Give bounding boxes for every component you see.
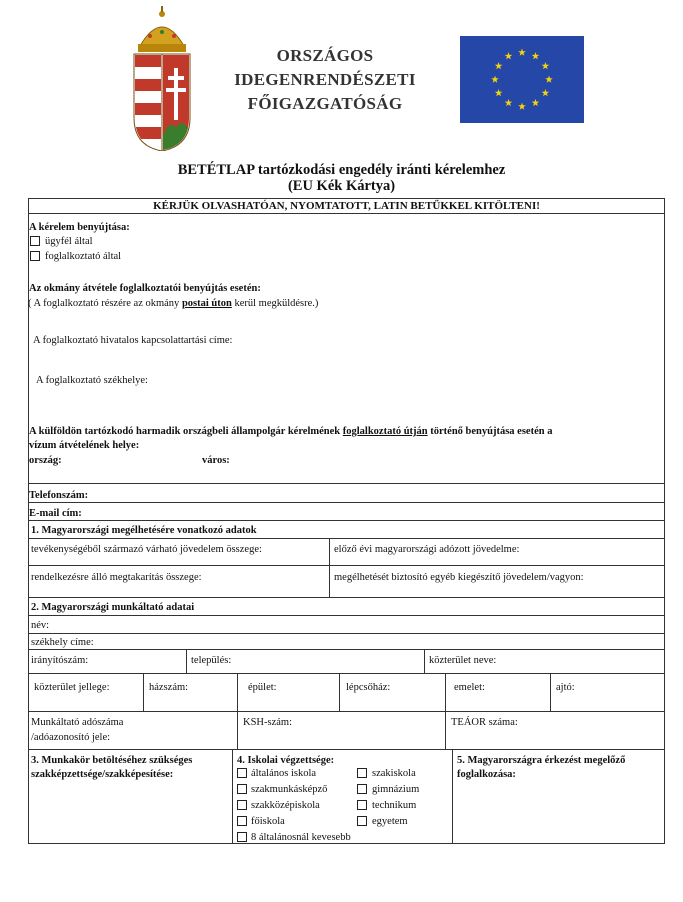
teaor-label: TEÁOR száma:	[451, 717, 518, 728]
technical-school-label: technikum	[372, 800, 417, 811]
country-label: ország:	[29, 455, 62, 466]
divider	[28, 502, 665, 503]
phone-label: Telefonszám:	[29, 490, 89, 501]
secondary-vocational-label: szakközépiskola	[251, 800, 320, 811]
visa-pickup-text-line2: vízum átvételének helye:	[29, 440, 140, 451]
staircase-label: lépcsőház:	[346, 682, 391, 693]
employer-seat-label: A foglalkoztató székhelye:	[36, 375, 148, 386]
divider	[28, 597, 665, 598]
savings-label: rendelkezésre álló megtakarítás összege:	[31, 572, 202, 583]
pickup-note-emphasis: postai úton	[181, 298, 232, 309]
less-than-8-grades-label: 8 általánosnál kevesebb	[251, 832, 351, 843]
visa-pickup-text	[29, 425, 552, 438]
divider	[237, 673, 238, 749]
divider	[28, 538, 665, 539]
vocational-school-label: szakiskola	[372, 768, 416, 779]
pickup-note-start: ( A foglalkoztató részére az okmány	[28, 298, 182, 309]
checkbox-university[interactable]	[357, 816, 367, 826]
expected-income-label: tevékenységéből származó várható jövedelem összege:	[31, 544, 262, 555]
city-label: város:	[202, 455, 230, 466]
divider	[28, 711, 665, 712]
agency-name	[205, 44, 445, 116]
checkbox-client[interactable]	[30, 236, 40, 246]
section2-heading: 2. Magyarországi munkáltató adatai	[31, 602, 195, 613]
ksh-label: KSH-szám:	[243, 717, 292, 728]
seat-address-label: székhely címe:	[31, 637, 94, 648]
visa-text-end: történő benyújtása esetén a	[427, 426, 553, 437]
instruction-banner: KÉRJÜK OLVASHATÓAN, NYOMTATOTT, LATIN BETŰKKEL KITÖLTENI!	[153, 200, 540, 212]
submission-heading: A kérelem benyújtása:	[29, 222, 130, 233]
section5-heading-line2: foglalkozása:	[457, 769, 516, 780]
employer-name-label: név:	[31, 620, 50, 631]
checkbox-elementary[interactable]	[237, 768, 247, 778]
divider	[424, 649, 425, 673]
divider	[186, 649, 187, 673]
agency-name-line1: ORSZÁGOS	[276, 46, 374, 65]
section5-heading-line1: 5. Magyarországra érkezést megelőző	[457, 755, 626, 766]
divider	[28, 633, 665, 634]
divider	[452, 749, 453, 844]
university-label: egyetem	[372, 816, 408, 827]
college-label: főiskola	[251, 816, 285, 827]
hungarian-coat-of-arms-logo	[130, 6, 194, 151]
pickup-heading: Az okmány átvétele foglalkoztatói benyújtás esetén:	[29, 283, 261, 294]
email-label: E-mail cím:	[29, 508, 82, 519]
divider	[28, 749, 665, 750]
divider	[339, 673, 340, 711]
checkbox-less-than-8-grades[interactable]	[237, 832, 247, 842]
checkbox-vocational-training[interactable]	[237, 784, 247, 794]
pickup-note	[28, 297, 318, 310]
settlement-label: település:	[191, 655, 232, 666]
divider	[445, 673, 446, 749]
zip-label: irányítószám:	[31, 655, 89, 666]
street-name-label: közterület neve:	[429, 655, 497, 666]
contact-address-label: A foglalkoztató hivatalos kapcsolattartási címe:	[33, 335, 233, 346]
eu-flag-logo	[460, 36, 584, 123]
option-employer-label: foglalkoztató által	[45, 251, 122, 262]
house-number-label: házszám:	[149, 682, 189, 693]
divider	[550, 673, 551, 711]
divider	[28, 520, 665, 521]
form-title	[0, 162, 683, 194]
divider	[28, 565, 665, 566]
floor-label: emelet:	[454, 682, 485, 693]
agency-name-line2: IDEGENRENDÉSZETI	[234, 70, 416, 89]
prev-income-label: előző évi magyarországi adózott jövedelme:	[334, 544, 520, 555]
section4-heading: 4. Iskolai végzettsége:	[237, 755, 335, 766]
checkbox-vocational-school[interactable]	[357, 768, 367, 778]
divider	[232, 749, 233, 844]
checkbox-technical-school[interactable]	[357, 800, 367, 810]
tax-number-label: Munkáltató adószáma	[31, 717, 124, 728]
other-income-label: megélhetését biztosító egyéb kiegészítő jövedelem/vagyon:	[334, 572, 584, 583]
section3-heading-line1: 3. Munkakör betöltéséhez szükséges	[31, 755, 193, 766]
street-type-label: közterület jellege:	[34, 682, 110, 693]
visa-text-emphasis: foglalkoztató útján	[342, 426, 428, 437]
divider	[28, 673, 665, 674]
divider	[329, 538, 330, 597]
pickup-note-end: kerül megküldésre.)	[231, 298, 319, 309]
form-title-line2: (EU Kék Kártya)	[287, 178, 396, 194]
option-client-label: ügyfél által	[45, 236, 93, 247]
divider	[28, 483, 665, 484]
section1-heading: 1. Magyarországi megélhetésére vonatkozó adatok	[31, 525, 257, 536]
elementary-label: általános iskola	[251, 768, 317, 779]
checkbox-grammar-school[interactable]	[357, 784, 367, 794]
section3-heading-line2: szakképzettsége/szakképesítése:	[31, 769, 174, 780]
divider	[143, 673, 144, 711]
divider	[28, 615, 665, 616]
visa-text-start: A külföldön tartózkodó harmadik országbeli állampolgár kérelmének	[29, 426, 343, 437]
grammar-school-label: gimnázium	[372, 784, 420, 795]
form-title-line1: BETÉTLAP tartózkodási engedély iránti kérelemhez	[177, 162, 506, 178]
checkbox-secondary-vocational[interactable]	[237, 800, 247, 810]
tax-id-label: /adóazonosító jele:	[31, 732, 111, 743]
door-label: ajtó:	[556, 682, 575, 693]
checkbox-college[interactable]	[237, 816, 247, 826]
vocational-training-label: szakmunkásképző	[251, 784, 328, 795]
divider	[28, 649, 665, 650]
agency-name-line3: FŐIGAZGATÓSÁG	[247, 94, 403, 113]
banner-divider	[28, 213, 665, 214]
building-label: épület:	[248, 682, 277, 693]
checkbox-employer[interactable]	[30, 251, 40, 261]
